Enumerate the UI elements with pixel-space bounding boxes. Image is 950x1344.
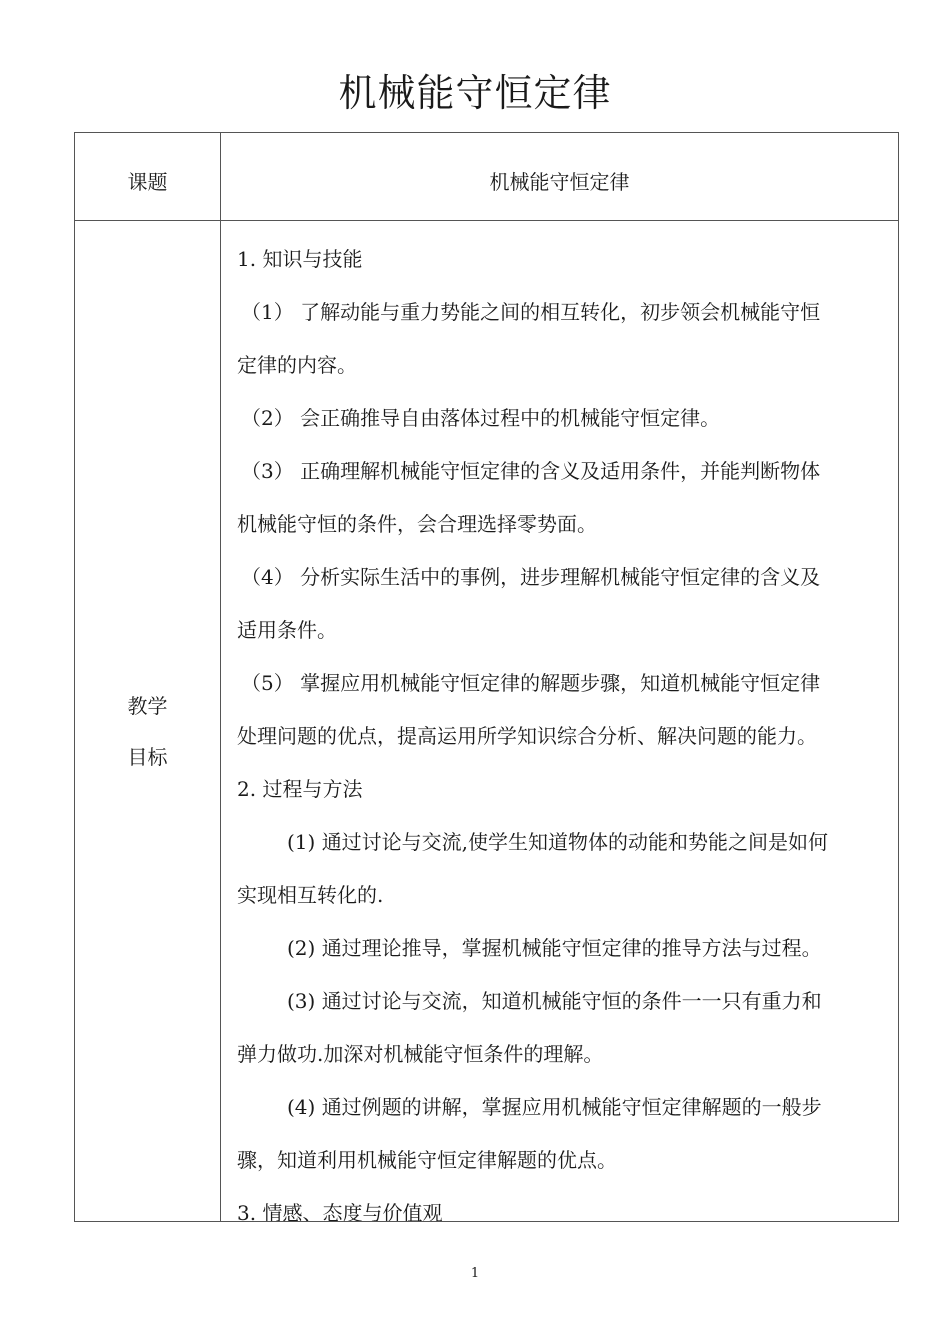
goal-label-line1: 教学 xyxy=(127,694,168,718)
content-line: 定律的内容。 xyxy=(237,353,357,377)
content-line: 3. 情感、态度与价值观 xyxy=(237,1201,443,1221)
table-column-divider xyxy=(220,133,221,1221)
content-line: 1. 知识与技能 xyxy=(237,247,363,271)
content-line: 机械能守恒的条件，会合理选择零势面。 xyxy=(237,512,597,536)
document-title: 机械能守恒定律 xyxy=(338,71,612,115)
content-line: (3) 通过讨论与交流，知道机械能守恒的条件一一只有重力和 xyxy=(287,989,822,1013)
page-number: 1 xyxy=(470,1266,480,1281)
content-line: 2. 过程与方法 xyxy=(237,777,363,801)
topic-value: 机械能守恒定律 xyxy=(489,170,630,194)
goal-label xyxy=(75,681,220,783)
content-line: (2) 通过理论推导，掌握机械能守恒定律的推导方法与过程。 xyxy=(287,936,822,960)
content-line: 骤，知道利用机械能守恒定律解题的优点。 xyxy=(237,1148,617,1172)
content-line: （4） 分析实际生活中的事例，进步理解机械能守恒定律的含义及 xyxy=(241,565,821,589)
content-line: 弹力做功.加深对机械能守恒条件的理解。 xyxy=(237,1042,604,1066)
content-line: 实现相互转化的. xyxy=(237,883,384,907)
goal-label-line2: 目标 xyxy=(127,745,168,769)
goal-content xyxy=(237,221,894,1221)
content-line: 适用条件。 xyxy=(237,618,337,642)
content-line: (1) 通过讨论与交流,使学生知道物体的动能和势能之间是如何 xyxy=(287,830,829,854)
content-line: （2） 会正确推导自由落体过程中的机械能守恒定律。 xyxy=(241,406,721,430)
content-line: （5） 掌握应用机械能守恒定律的解题步骤，知道机械能守恒定律 xyxy=(241,671,821,695)
lesson-table xyxy=(74,132,899,1222)
content-line: (4) 通过例题的讲解，掌握应用机械能守恒定律解题的一般步 xyxy=(287,1095,822,1119)
content-line: （3） 正确理解机械能守恒定律的含义及适用条件，并能判断物体 xyxy=(241,459,821,483)
topic-label: 课题 xyxy=(127,170,168,194)
content-line: 处理问题的优点，提高运用所学知识综合分析、解决问题的能力。 xyxy=(237,724,817,748)
content-line: （1） 了解动能与重力势能之间的相互转化，初步领会机械能守恒 xyxy=(241,300,821,324)
